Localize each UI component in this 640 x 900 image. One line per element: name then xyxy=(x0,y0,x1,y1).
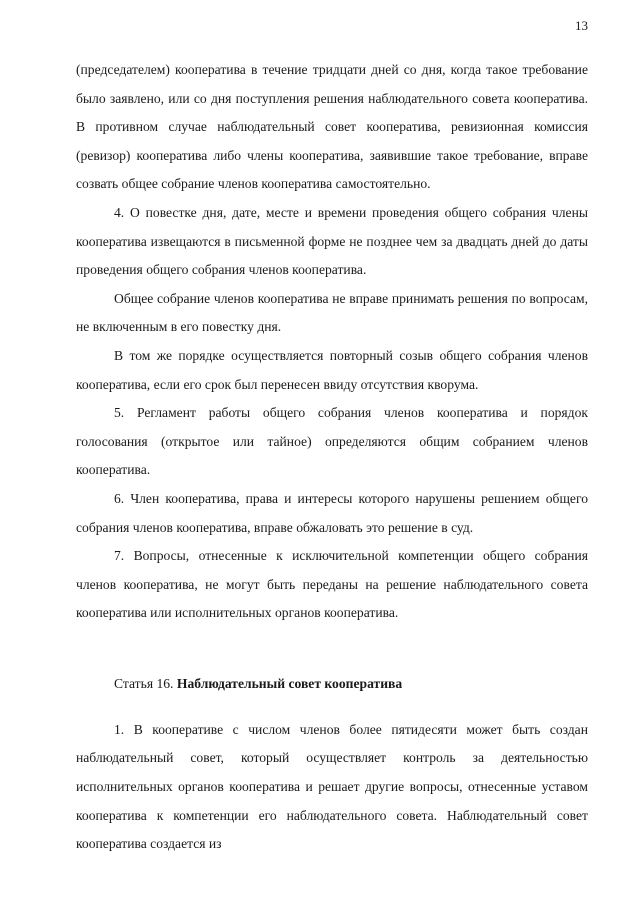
paragraph-item-4: 4. О повестке дня, дате, месте и времени проведения общего собрания члены кооператива извещаются в письменной форме не позднее чем за двадцать дней до даты проведения общего собрания членов кооператива. xyxy=(76,204,588,278)
article-label: Статья 16. xyxy=(114,675,174,691)
paragraph-item-6: 6. Член кооператива, права и интересы которого нарушены решением общего собрания членов кооператива, вправе обжаловать это решение в суд. xyxy=(76,490,588,535)
paragraph-agenda-restriction: Общее собрание членов кооператива не вправе принимать решения по вопросам, не включенным в его повестку дня. xyxy=(76,290,588,335)
document-body xyxy=(76,56,588,859)
page-number: 13 xyxy=(575,18,588,33)
article-paragraph-1: 1. В кооперативе с числом членов более пятидесяти может быть создан наблюдательный совет, который осуществляет контроль за деятельностью исполнительных органов кооператива и решает другие вопросы, отнесенные уставом кооператива к компетенции его наблюдательного совета. Наблюдательный совет кооператива создается из xyxy=(76,721,588,852)
paragraph-continuation: (председателем) кооператива в течение тридцати дней со дня, когда такое требование было заявлено, или со дня поступления решения наблюдательного совета кооператива. В противном случае наблюдательный совет кооператива, ревизионная комиссия (ревизор) кооператива либо члены кооператива, заявившие такое требование, вправе созвать общее собрание членов кооператива самостоятельно. xyxy=(76,62,588,192)
paragraph-repeat-convocation: В том же порядке осуществляется повторный созыв общего собрания членов кооператива, если его срок был перенесен ввиду отсутствия кворума. xyxy=(76,347,588,392)
article-heading xyxy=(76,670,588,698)
paragraph-item-5: 5. Регламент работы общего собрания членов кооператива и порядок голосования (открытое или тайное) определяются общим собранием членов кооператива. xyxy=(76,405,588,478)
paragraph-item-7: 7. Вопросы, отнесенные к исключительной компетенции общего собрания членов кооператива, не могут быть переданы на решение наблюдательного совета кооператива или исполнительных органов кооператива. xyxy=(76,548,588,621)
article-title: Наблюдательный совет кооператива xyxy=(176,675,403,691)
